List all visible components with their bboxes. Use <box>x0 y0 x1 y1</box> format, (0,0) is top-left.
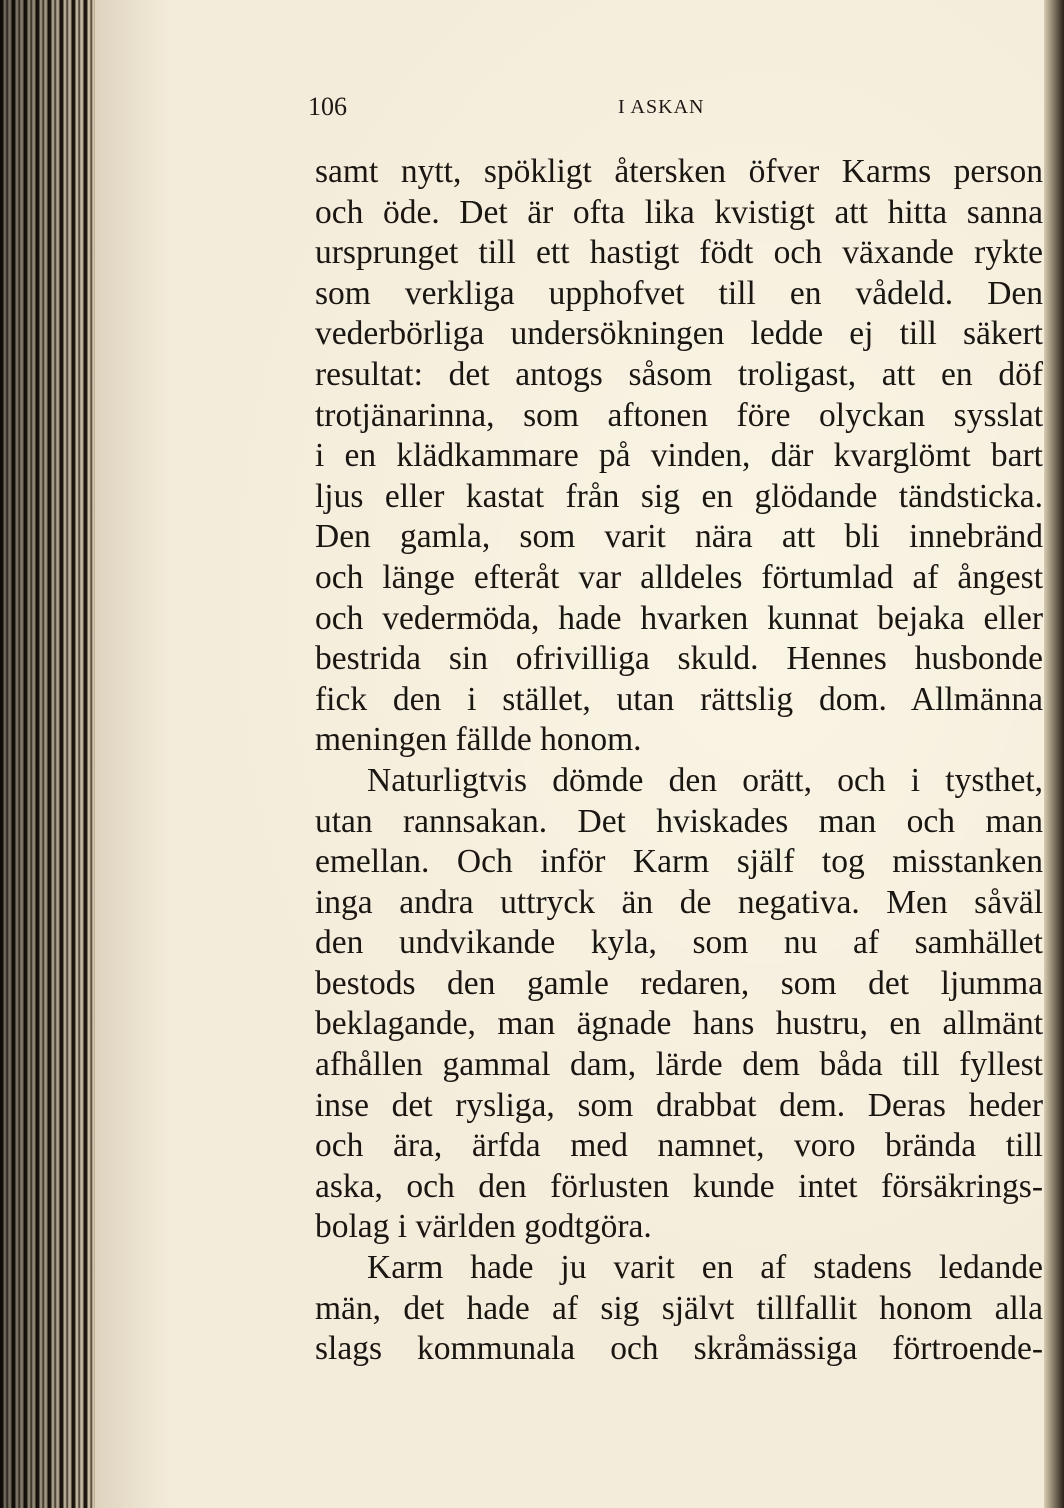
text-line: och länge efteråt var alldeles förtumlad af ångest <box>315 558 1043 596</box>
text-line: samt nytt, spökligt återsken öfver Karms person <box>315 153 1043 190</box>
text-line: trotjänarinna, som aftonen före olyckan sysslat <box>315 396 1043 434</box>
paragraph-2 <box>315 761 1043 1248</box>
text-line: utan rannsakan. Det hviskades man och man <box>315 802 1043 840</box>
page-right-edge <box>1044 0 1064 1508</box>
text-line: afhållen gammal dam, lärde dem båda till fyllest <box>315 1046 1043 1084</box>
text-line: fick den i stället, utan rättslig dom. Allmänna <box>315 680 1043 718</box>
paragraph-3 <box>315 1248 1043 1370</box>
text-line: och ära, ärfda med namnet, voro brända till <box>315 1127 1043 1165</box>
paragraph-1 <box>315 152 1043 761</box>
page-number: 106 <box>308 92 347 121</box>
book-page <box>95 0 1047 1508</box>
running-title: I ASKAN <box>618 96 705 118</box>
text-line: män, det hade af sig självt tillfallit honom alla <box>315 1289 1043 1327</box>
body-text <box>315 152 1043 1370</box>
text-line: ljus eller kastat från sig en glödande tändsticka. <box>315 477 1043 515</box>
text-line: bestrida sin ofrivilliga skuld. Hennes husbonde <box>315 640 1043 678</box>
text-line: och öde. Det är ofta lika kvistigt att hitta sanna <box>315 193 1043 231</box>
text-line: bolag i världen godtgöra. <box>315 1208 652 1246</box>
text-line: Naturligtvis dömde den orätt, och i tysthet, <box>367 761 1043 799</box>
text-line: bestods den gamle redaren, som det ljumma <box>315 964 1043 1002</box>
text-line: ursprunget till ett hastigt födt och växande rykte <box>315 234 1043 272</box>
text-line: i en klädkammare på vinden, där kvarglömt bart <box>315 437 1043 475</box>
text-line: och vedermöda, hade hvarken kunnat bejaka eller <box>315 599 1043 637</box>
text-line: slags kommunala och skråmässiga förtroende- <box>315 1330 1043 1368</box>
text-line: som verkliga upphofvet till en vådeld. Den <box>315 274 1043 312</box>
text-line: inga andra uttryck än de negativa. Men såväl <box>315 883 1043 921</box>
text-line: Den gamla, som varit nära att bli innebränd <box>315 518 1043 556</box>
text-line: meningen fällde honom. <box>315 721 642 759</box>
text-line: Karm hade ju varit en af stadens ledande <box>367 1249 1043 1287</box>
text-line: resultat: det antogs såsom troligast, att en döf <box>315 355 1043 393</box>
text-line: vederbörliga undersökningen ledde ej till säkert <box>315 315 1043 353</box>
text-line: beklagande, man ägnade hans hustru, en allmänt <box>315 1005 1043 1043</box>
text-line: emellan. Och inför Karm själf tog misstanken <box>315 843 1043 881</box>
text-line: den undvikande kyla, som nu af samhället <box>315 924 1043 962</box>
text-line: inse det rysliga, som drabbat dem. Deras heder <box>315 1086 1043 1124</box>
text-line: aska, och den förlusten kunde intet försäkrings- <box>315 1167 1043 1205</box>
